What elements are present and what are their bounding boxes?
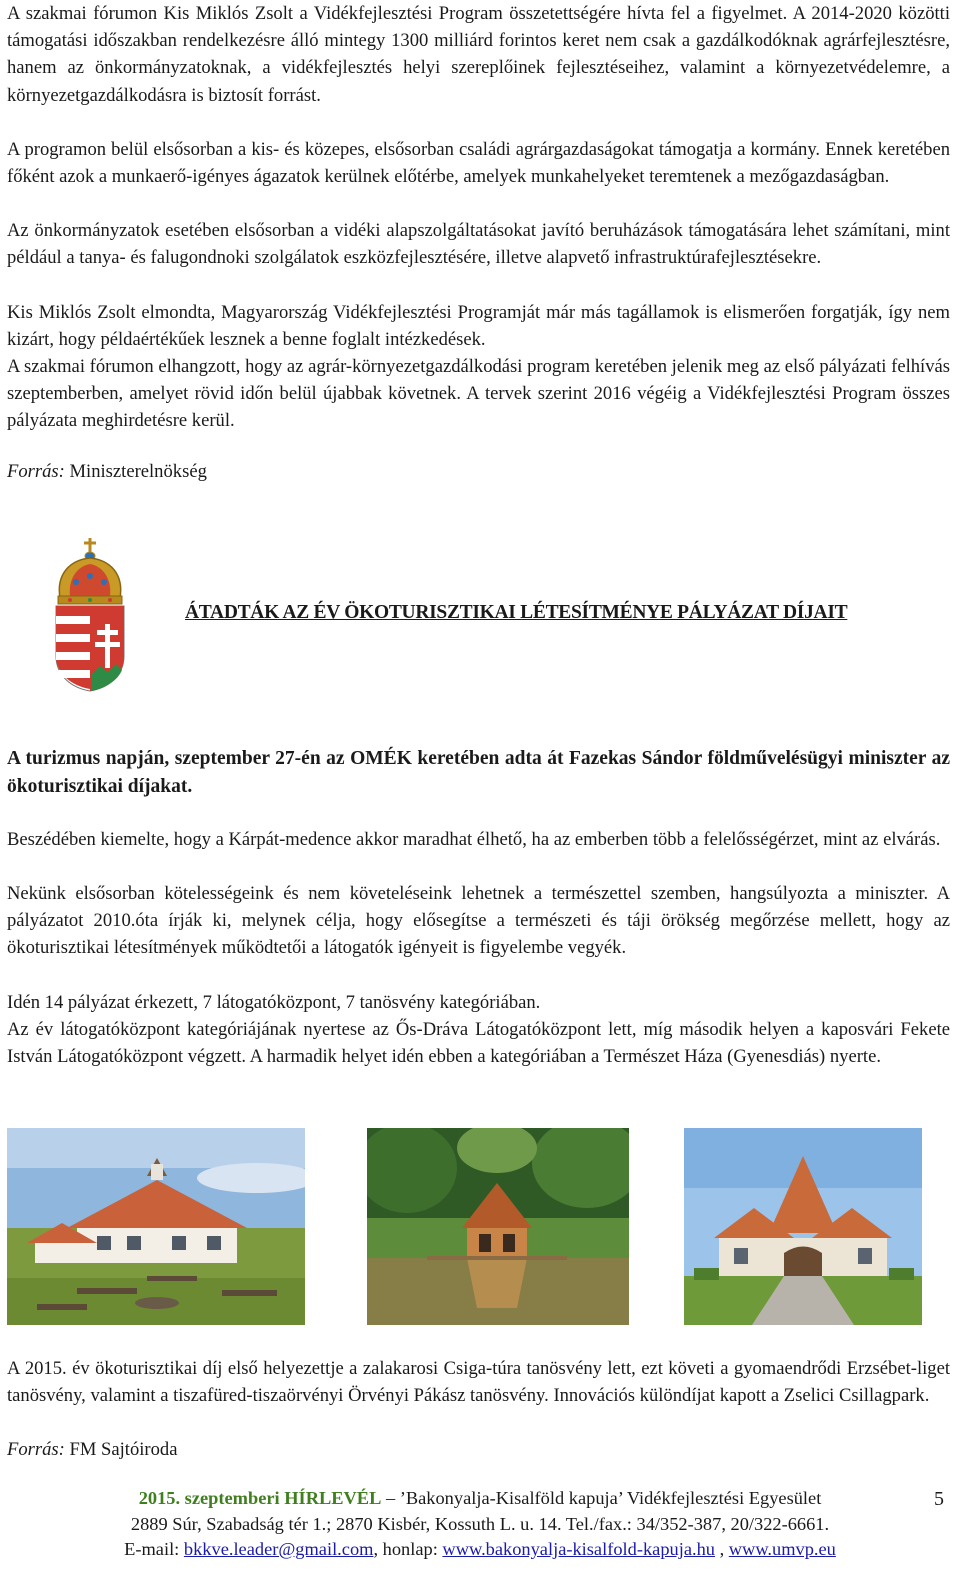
web-label: , honlap:	[373, 1539, 443, 1559]
page-number: 5	[934, 1488, 944, 1510]
source-label: Forrás:	[7, 1439, 65, 1460]
article1-paragraph-3: Az önkormányzatok esetében elsősorban a vidéki alapszolgáltatásokat javító beruházások támogatására lehet számítani, mint például a tanya- és falugondnoki szolgálatok eszközfejlesztésére, illetve alapvető infrastruktúrafejlesztésekre.	[7, 220, 950, 269]
article2-source	[7, 1436, 950, 1463]
footer-address: 2889 Súr, Szabadság tér 1.; 2870 Kisbér, Kossuth L. u. 14. Tel./fax.: 34/352-387, 20/322-6661.	[130, 1513, 830, 1534]
hungarian-coat-of-arms-icon	[50, 538, 128, 693]
website-link-umvp[interactable]: www.umvp.eu	[728, 1539, 836, 1559]
article1-paragraph-4: Kis Miklós Zsolt elmondta, Magyarország Vidékfejlesztési Programját már más tagállamok is elismerően forgatják, így nem kizárt, hogy példaértékűek lesznek a benne foglalt intézkedések.	[7, 302, 950, 351]
article1-source	[7, 458, 950, 485]
footer-contact	[0, 1537, 960, 1563]
article2-lead: A turizmus napján, szeptember 27-én az OMÉK keretében adta át Fazekas Sándor földművelésügyi miniszter az ökoturisztikai díjakat.	[7, 748, 950, 797]
source-value: Miniszterelnökség	[64, 461, 207, 482]
source-label: Forrás:	[7, 461, 65, 482]
source-value: FM Sajtóiroda	[64, 1439, 178, 1460]
article2-paragraph-4: Az év látogatóközpont kategóriájának nyertese az Ős-Dráva Látogatóközpont lett, míg második helyen a kaposvári Fekete István Látogatóközpont végzett. A harmadik helyet idén ebben a kategóriában a Természet Háza (Gyenesdiás) nyerte.	[7, 1019, 950, 1068]
article2-paragraph-2: Nekünk elsősorban kötelességeink és nem követeléseink lehetnek a természettel szemben, hangsúlyozta a miniszter. A pályázatot 2010.óta írják ki, melynek célja, hogy elősegítse a természeti és táji örökség megőrzése mellett, hogy az ökoturisztikai létesítmények működtetői a látogatók igényeit is figyelembe vegyék.	[7, 883, 950, 959]
pavilion-image	[684, 1128, 922, 1325]
footer-title-highlight: 2015. szeptemberi HÍRLEVÉL	[138, 1488, 382, 1508]
photo-visitor-center-meadow	[7, 1128, 305, 1325]
article2-paragraph-1: Beszédében kiemelte, hogy a Kárpát-medence akkor maradhat élhető, ha az emberben több a felelősségérzet, mint az elvárás.	[7, 829, 941, 850]
email-link[interactable]: bkkve.leader@gmail.com	[183, 1539, 374, 1559]
footer-title	[0, 1486, 960, 1512]
website-link-bakonyalja[interactable]: www.bakonyalja-kisalfold-kapuja.hu	[442, 1539, 715, 1559]
photo-termeszet-haza	[684, 1128, 922, 1325]
article2-paragraph-3: Idén 14 pályázat érkezett, 7 látogatóközpont, 7 tanösvény kategóriában.	[7, 992, 541, 1013]
article2-headline: ÁTADTÁK AZ ÉV ÖKOTURISZTIKAI LÉTESÍTMÉNYE PÁLYÁZAT DÍJAIT	[185, 602, 848, 623]
footer-title-rest: – ’Bakonyalja-Kisalföld kapuja’ Vidékfejlesztési Egyesület	[381, 1488, 822, 1508]
house-meadow-image	[7, 1128, 305, 1325]
email-label: E-mail:	[124, 1539, 184, 1559]
article1-paragraph-5: A szakmai fórumon elhangzott, hogy az agrár-környezetgazdálkodási program keretében jelenik meg az első pályázati felhívás szeptemberben, amelyet rövid időn belül újabbak követnek. A tervek szerint 2016 végéig a Vidékfejlesztési Program összes pályázata meghirdetésre kerül.	[7, 356, 950, 432]
photo-visitor-center-lake	[367, 1128, 629, 1325]
article1-paragraph-1: A szakmai fórumon Kis Miklós Zsolt a Vidékfejlesztési Program összetettségére hívta fel a figyelmet. A 2014-2020 közötti támogatási időszakban rendelkezésre álló mintegy 1300 milliárd forintos keret nem csak a gazdálkodóknak agrárfejlesztésre, hanem az önkormányzatoknak, a vidékfejlesztés helyi szereplőinek fejlesztéseihez, valamint a környezetvédelemre, a környezetgazdálkodásra is biztosít forrást.	[7, 3, 950, 106]
lake-building-image	[367, 1128, 629, 1325]
article1-paragraph-2: A programon belül elsősorban a kis- és közepes, elsősorban családi agrárgazdaságokat támogatja a kormány. Ennek keretében főként azok a munkaerő-igényes ágazatok kerülnek előtérbe, amelyek munkahelyeket teremtenek a mezőgazdaságban.	[7, 139, 950, 188]
newsletter-footer	[0, 1486, 960, 1563]
article2-closing: A 2015. év ökoturisztikai díj első helyezettje a zalakarosi Csiga-túra tanösvény lett, ezt követi a gyomaendrődi Erzsébet-liget tanösvény, valamint a tiszafüred-tiszaörvényi Örvényi Pákász tanösvény. Innovációs különdíjat kapott a Zselici Csillagpark.	[7, 1358, 950, 1407]
link-separator: ,	[714, 1539, 729, 1559]
